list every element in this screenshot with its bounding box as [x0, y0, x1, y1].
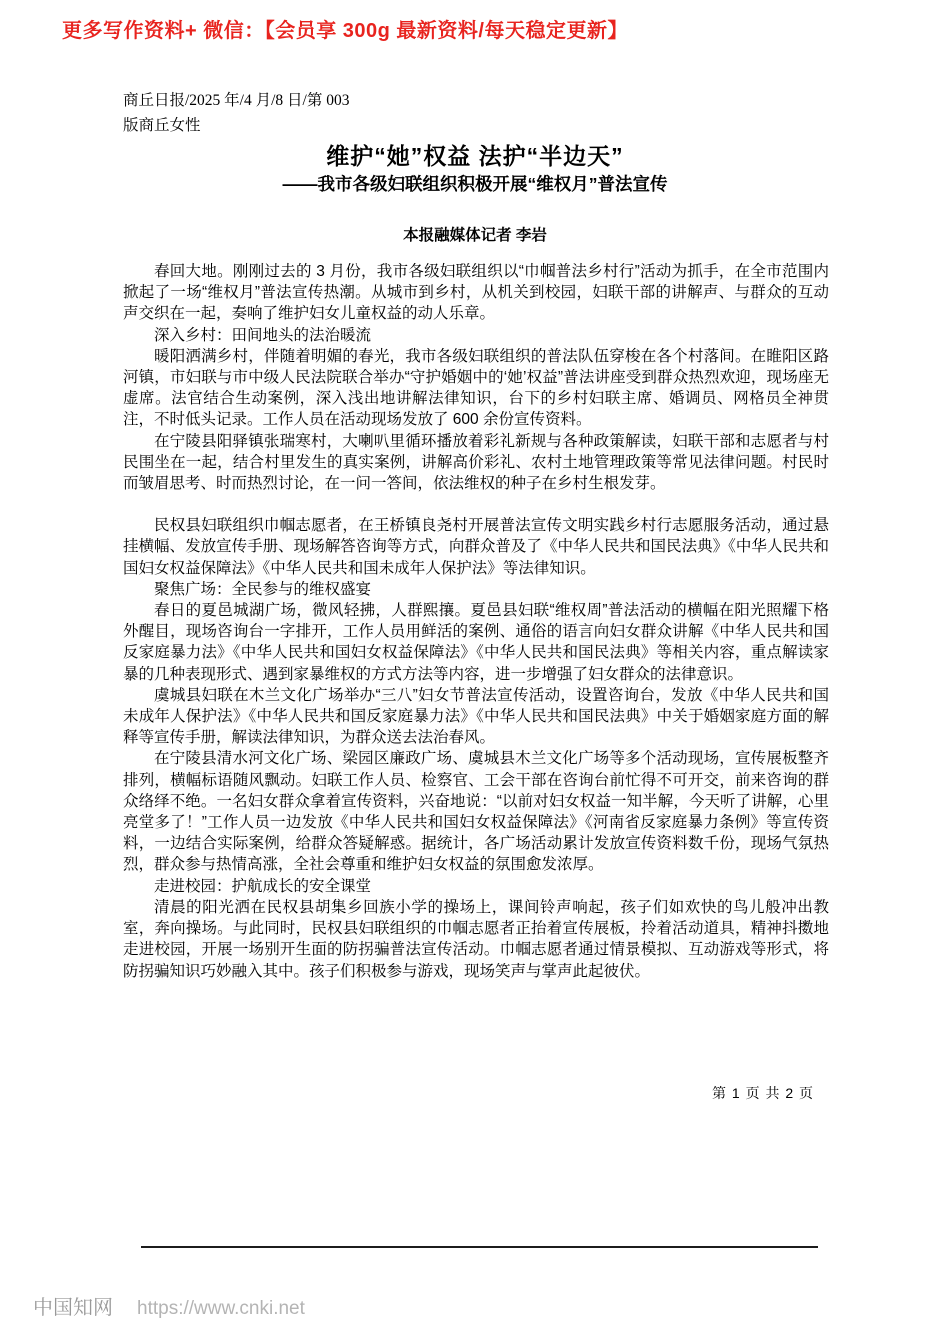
section-heading: 聚焦广场：全民参与的维权盛宴	[154, 580, 372, 598]
promo-banner-text: 更多写作资料+ 微信：【会员享 300g 最新资料/每天稳定更新】	[62, 20, 628, 42]
article-subtitle: ——我市各级妇联组织积极开展“维权月”普法宣传	[282, 174, 668, 194]
paragraph: 暖阳洒满乡村，伴随着明媚的春光，我市各级妇联组织的普法队伍穿梭在各个村落间。在睢阳区路河镇，市妇联与市中级人民法院联合举办“守护婚姻中的‘她’权益”普法讲座受到群众热烈欢迎，现场座无虚席。法官结合生动案例，深入浅出地讲解法律知识，台下的乡村妇联主席、婚调员、网格员全神贯注，不时低头记录。工作人员在活动现场发放了 600 余份宣传资料。	[123, 347, 829, 429]
publication-info	[123, 88, 349, 138]
publication-date-line: 商丘日报/2025 年/4 月/8 日/第 003	[123, 92, 350, 109]
section-heading: 深入乡村：田间地头的法治暖流	[154, 326, 372, 344]
article-byline: 本报融媒体记者 李岩	[403, 227, 547, 244]
paragraph: 清晨的阳光洒在民权县胡集乡回族小学的操场上，课间铃声响起，孩子们如欢快的鸟儿般冲出教室，奔向操场。与此同时，民权县妇联组织的巾帼志愿者正抬着宣传展板，拎着活动道具，精神抖擞地走进校园，开展一场别开生面的防拐骗普法宣传活动。巾帼志愿者通过情景模拟、互动游戏等形式，将防拐骗知识巧妙融入其中。孩子们积极参与游戏，现场笑声与掌声此起彼伏。	[123, 898, 829, 980]
footer-divider	[141, 1246, 818, 1248]
page-indicator: 第 1 页 共 2 页	[712, 1085, 815, 1101]
section-heading: 走进校园：护航成长的安全课堂	[154, 877, 372, 895]
article-title: 维护“她”权益 法护“半边天”	[326, 143, 624, 169]
paragraph: 春回大地。刚刚过去的 3 月份，我市各级妇联组织以“巾帼普法乡村行”活动为抓手，在全市范围内掀起了一场“维权月”普法宣传热潮。从城市到乡村，从机关到校园，妇联干部的讲解声、与群众的互动声交织在一起，奏响了维护妇女儿童权益的动人乐章。	[123, 263, 829, 323]
paragraph: 在宁陵县清水河文化广场、梁园区廉政广场、虞城县木兰文化广场等多个活动现场，宣传展板整齐排列，横幅标语随风飘动。妇联工作人员、检察官、工会干部在咨询台前忙得不可开交，前来咨询的群众络绎不绝。一名妇女群众拿着宣传资料，兴奋地说：“以前对妇女权益一知半解，今天听了讲解，心里亮堂多了！”工作人员一边发放《中华人民共和国妇女权益保障法》《河南省反家庭暴力条例》等宣传资料，一边结合实际案例，给群众答疑解惑。据统计，各广场活动累计发放宣传资料数千份，现场气氛热烈，群众参与热情高涨，全社会尊重和维护妇女权益的氛围愈发浓厚。	[123, 750, 829, 874]
paragraph: 虞城县妇联在木兰文化广场举办“三八”妇女节普法宣传活动，设置咨询台，发放《中华人民共和国未成年人保护法》《中华人民共和国反家庭暴力法》《中华人民共和国民法典》中关于婚姻家庭方面的解释等宣传手册，解读法律知识，为群众送去法治春风。	[123, 686, 829, 747]
publication-section-line: 版商丘女性	[123, 117, 201, 134]
watermark	[33, 1291, 305, 1320]
cnki-brand: 中国知网	[33, 1297, 113, 1319]
paragraph: 在宁陵县阳驿镇张瑞寒村，大喇叭里循环播放着彩礼新规与各种政策解读，妇联干部和志愿者与村民围坐在一起，结合村里发生的真实案例，讲解高价彩礼、农村土地管理政策等常见法律问题。村民时而皱眉思考、时而热烈讨论，在一问一答间，依法维权的种子在乡村生根发芽。	[123, 432, 829, 493]
cnki-url: https://www.cnki.net	[137, 1298, 305, 1319]
article-body	[123, 261, 829, 982]
paragraph: 春日的夏邑城湖广场，微风轻拂，人群熙攘。夏邑县妇联“维权周”普法活动的横幅在阳光照耀下格外醒目，现场咨询台一字排开，工作人员用鲜活的案例、通俗的语言向妇女群众讲解《中华人民共和国反家庭暴力法》《中华人民共和国妇女权益保障法》《中华人民共和国民法典》等相关内容，重点解读家暴的几种表现形式、遇到家暴维权的方式方法等内容，进一步增强了妇女群众的法律意识。	[123, 602, 829, 683]
paragraph: 民权县妇联组织巾帼志愿者，在王桥镇良尧村开展普法宣传文明实践乡村行志愿服务活动，通过悬挂横幅、发放宣传手册、现场解答咨询等方式，向群众普及了《中华人民共和国民法典》《中华人民共和国妇女权益保障法》《中华人民共和国未成年人保护法》等法律知识。	[123, 517, 829, 577]
